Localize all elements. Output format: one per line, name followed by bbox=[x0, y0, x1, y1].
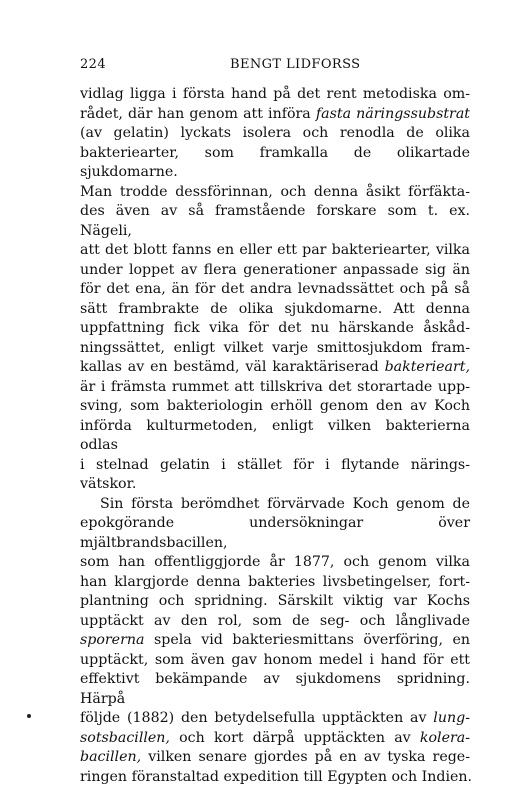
text-run: ringen föranstaltad expedition till Egypten och Indien. bbox=[80, 769, 472, 785]
text-run: att det blott fanns en eller ett par bakteriearter, vilka bbox=[80, 242, 470, 258]
body-text bbox=[80, 85, 470, 787]
paragraph bbox=[80, 495, 470, 787]
text-line bbox=[80, 768, 470, 787]
text-line bbox=[80, 553, 470, 573]
italic-text: fasta näringssubstrat bbox=[316, 106, 470, 122]
text-run: vidlag ligga i första hand på det rent metodiska om- bbox=[80, 86, 470, 102]
text-run: för det ena, än för det andra levnadssättet och på så bbox=[80, 281, 470, 297]
text-run: under loppet av flera generationer anpassade sig än bbox=[80, 262, 470, 278]
text-line bbox=[80, 631, 470, 651]
text-run: rådet, där han genom att införa bbox=[80, 106, 316, 122]
text-line bbox=[80, 397, 470, 417]
text-line bbox=[80, 456, 470, 476]
text-line bbox=[80, 280, 470, 300]
text-line bbox=[80, 261, 470, 281]
page-number: 224 bbox=[80, 57, 106, 72]
text-line bbox=[80, 85, 470, 105]
text-run: (av gelatin) lyckats isolera och renodla de olika bbox=[80, 125, 470, 141]
text-line bbox=[80, 670, 470, 709]
text-run: och kort därpå upptäckten av bbox=[170, 730, 420, 746]
text-run: är i främsta rummet att tillskriva det storartade upp- bbox=[80, 379, 470, 395]
text-run: han klargjorde denna bakteries livsbetingelser, fort- bbox=[80, 574, 470, 590]
text-line bbox=[80, 241, 470, 261]
italic-text: sotsbacillen, bbox=[80, 730, 170, 746]
text-line bbox=[80, 339, 470, 359]
text-line bbox=[80, 514, 470, 553]
text-line bbox=[80, 319, 470, 339]
text-run: följde (1882) den betydelsefulla upptäckten av bbox=[80, 710, 433, 726]
text-run: upptäckt, som även gav honom medel i hand för ett bbox=[80, 652, 470, 668]
text-run: plantning och spridning. Särskilt viktig var Kochs bbox=[80, 593, 470, 609]
text-line bbox=[80, 183, 470, 203]
text-run: i stelnad gelatin i stället för i flytande närings- bbox=[80, 457, 470, 473]
italic-text: lung- bbox=[433, 710, 470, 726]
text-line bbox=[80, 202, 470, 241]
text-line bbox=[80, 105, 470, 125]
text-run: spela vid bakteriesmittans överföring, en bbox=[144, 632, 470, 648]
italic-text: bacillen, bbox=[80, 749, 141, 765]
running-header bbox=[80, 57, 465, 77]
running-head-title: BENGT LIDFORSS bbox=[230, 57, 360, 72]
text-run: effektivt bekämpande av sjukdomens spridning. Härpå bbox=[80, 671, 470, 707]
text-run: kallas av en bestämd, väl karaktäriserad bbox=[80, 359, 385, 375]
text-run: som han offentliggjorde år 1877, och genom vilka bbox=[80, 554, 470, 570]
text-line bbox=[80, 729, 470, 749]
text-line bbox=[80, 612, 470, 632]
text-line bbox=[80, 124, 470, 144]
text-run: införda kulturmetoden, enligt vilken bakterierna odlas bbox=[80, 418, 470, 454]
text-run: vilken senare gjordes på en av tyska rege- bbox=[141, 749, 470, 765]
text-run: Sin första berömdhet förvärvade Koch genom de bbox=[100, 496, 470, 512]
italic-text: bakterieart, bbox=[385, 359, 470, 375]
text-line bbox=[80, 651, 470, 671]
text-line bbox=[80, 358, 470, 378]
text-run: sving, som bakteriologin erhöll genom den av Koch bbox=[80, 398, 470, 414]
italic-text: sporerna bbox=[80, 632, 144, 648]
text-line bbox=[80, 495, 470, 515]
paragraph bbox=[80, 85, 470, 495]
text-line bbox=[80, 378, 470, 398]
text-line bbox=[80, 300, 470, 320]
text-line bbox=[80, 709, 470, 729]
text-line bbox=[80, 417, 470, 456]
text-line bbox=[80, 475, 470, 495]
text-run: ningssättet, enligt vilket varje smittosjukdom fram- bbox=[80, 340, 470, 356]
text-run: bakteriearter, som framkalla de olikartade sjukdomarne. bbox=[80, 145, 470, 181]
text-run: epokgörande undersökningar över mjältbrandsbacillen, bbox=[80, 515, 470, 551]
text-run: Man trodde dessförinnan, och denna åsikt förfäkta- bbox=[80, 184, 470, 200]
text-line bbox=[80, 592, 470, 612]
text-run: sätt frambrakte de olika sjukdomarne. Att denna bbox=[80, 301, 470, 317]
text-run: vätskor. bbox=[80, 476, 136, 492]
ink-speck bbox=[27, 714, 31, 718]
text-run: upptäckt av den rol, som de seg- och långlivade bbox=[80, 613, 470, 629]
text-run: uppfattning fick vika för det nu härskande åskåd- bbox=[80, 320, 470, 336]
text-line bbox=[80, 144, 470, 183]
text-line bbox=[80, 573, 470, 593]
text-run: des även av så framstående forskare som t. ex. Nägeli, bbox=[80, 203, 470, 239]
italic-text: kolera- bbox=[420, 730, 470, 746]
